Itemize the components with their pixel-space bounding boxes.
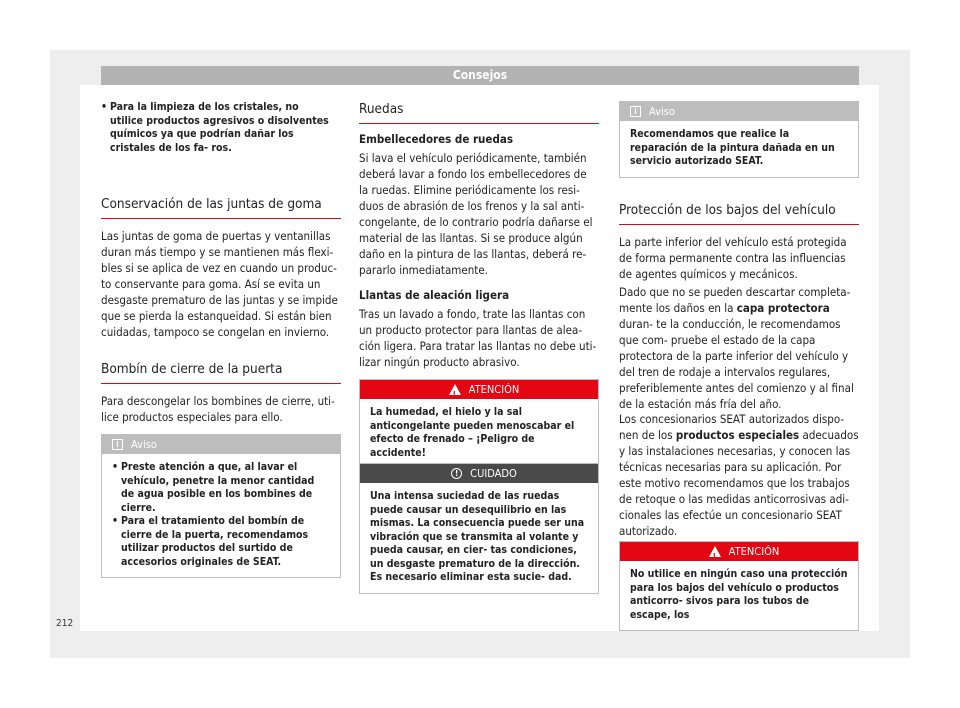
section-heading-ruedas: Ruedas [359, 101, 599, 124]
subheading-llantas: Llantas de aleación ligera [359, 288, 510, 302]
aviso-header [620, 102, 858, 121]
aviso-bullet-text: Preste atención a que, al lavar el vehículo, penetre la menor cantidad de agua posible en los bombines de cierre. [121, 461, 315, 514]
page-content [80, 85, 879, 631]
atencion-header [620, 542, 858, 561]
bajos-paragraph-1: La parte inferior del vehículo está protegida de forma permanente contra las influencias de agentes químicos y mecánicos. [619, 235, 847, 281]
text-run: Dado que no se pueden descartar completa- mente los daños en la [619, 285, 851, 315]
warning-icon [449, 384, 461, 395]
aviso-label: Aviso [131, 438, 157, 451]
text-run: adecuados y las instalaciones necesarias, y conocen las técnicas necesarias para su aplicación. Por este motivo recomendamos que los trabajos de retoque o las medidas anticorrosivas adi- cionales las efectúe un concesionario SEAT autorizado. [619, 428, 859, 538]
caution-icon: ! [451, 468, 462, 479]
bold-term: capa protectora [736, 301, 830, 315]
chapter-header: Consejos [101, 66, 859, 85]
embellecedores-body: Si lava el vehículo periódicamente, también deberá lavar a fondo los embellecedores de la ruedas. Elimine periódicamente los resi- duos de abrasión de los frenos y la sal anti- congelante, de lo contrario podría dañarse el material de las llantas. Si se produce algún daño en la pintura de las llantas, deberá re- pararlo inmediatamente. [359, 151, 593, 277]
section-heading-bombin: Bombín de cierre de la puerta [101, 361, 341, 384]
bajos-paragraph-2 [619, 284, 859, 412]
warning-icon [709, 546, 721, 557]
aviso-body [102, 454, 340, 577]
juntas-body: Las juntas de goma de puertas y ventanillas duran más tiempo y se mantienen más flexi- bles si se aplica de vez en cuando un produc- to conservante para goma. Así se evita un desgaste prematuro de las juntas y se impide que se pierda la estanqueidad. Si están bien cuidadas, tampoco se congelan en invierno. [101, 229, 338, 339]
bajos-paragraph-3 [619, 411, 859, 539]
bullet-text: Para la limpieza de los cristales, no utilice productos agresivos o disolventes químicos ya que podrían dañar los cristales de los fa- ros. [110, 101, 329, 154]
info-icon: i [630, 106, 641, 117]
aviso-bullet-text: Para el tratamiento del bombín de cierre de la puerta, recomendamos utilizar productos del surtido de accesorios originales de SEAT. [121, 515, 309, 568]
aviso-label: Aviso [649, 105, 675, 118]
section-heading-juntas: Conservación de las juntas de goma [101, 196, 341, 219]
cuidado-text: Una intensa suciedad de las ruedas puede causar un desequilibrio en las mismas. La consecuencia puede ser una vibración que se transmita al volante y pueda causar, en cier- tas condiciones, un desgaste prematuro de la dirección. Es necesario eliminar esta sucie- dad. [370, 490, 585, 583]
info-icon: i [112, 439, 123, 450]
cuidado-label: CUIDADO [470, 467, 517, 480]
bullet-icon: • [112, 461, 119, 473]
aviso-bullet-2 [112, 515, 330, 569]
llantas-body: Tras un lavado a fondo, trate las llantas con un producto protector para llantas de alea- ción ligera. Para tratar las llantas no debe uti- lizar ningún producto abrasivo. [359, 307, 597, 369]
cuidado-box-ruedas [359, 463, 599, 594]
atencion-text: La humedad, el hielo y la sal anticongelante pueden menoscabar el efecto de frenado – ¡Peligro de accidente! [370, 406, 575, 459]
cuidado-header [360, 464, 598, 483]
page-number: 212 [56, 618, 74, 629]
bombin-body: Para descongelar los bombines de cierre, uti- lice productos especiales para ello. [101, 394, 335, 424]
atencion-label: ATENCIÓN [468, 383, 520, 396]
subheading-embellecedores: Embellecedores de ruedas [359, 132, 513, 146]
bold-term: productos especiales [675, 428, 800, 442]
atencion-header [360, 380, 598, 399]
aviso-box-bombin [101, 434, 341, 578]
bullet-icon: • [101, 101, 108, 113]
atencion-label: ATENCIÓN [728, 545, 780, 558]
atencion-box-bajos [619, 541, 859, 631]
aviso-text: Recomendamos que realice la reparación de la pintura dañada en un servicio autorizado SEAT. [630, 128, 835, 167]
text-run: Los concesionarios SEAT autorizados dispo- nen de los [619, 412, 845, 442]
bullet-icon: • [112, 515, 119, 527]
cleaning-bullet [101, 101, 331, 155]
atencion-text: No utilice en ningún caso una protección para los bajos del vehículo o productos anticorro- sivos para los tubos de escape, los [630, 568, 848, 621]
atencion-box-ruedas [359, 379, 599, 469]
aviso-bullet-1 [112, 461, 330, 515]
aviso-box-pintura [619, 101, 859, 178]
aviso-header [102, 435, 340, 454]
section-heading-bajos: Protección de los bajos del vehículo [619, 202, 859, 225]
text-run: duran- te la conducción, le recomendamos que com- pruebe el estado de la capa protectora de la parte inferior del vehículo y del tren de rodaje a intervalos regulares, preferiblemente antes del comienzo y al final de la estación más fría del año. [619, 317, 854, 411]
